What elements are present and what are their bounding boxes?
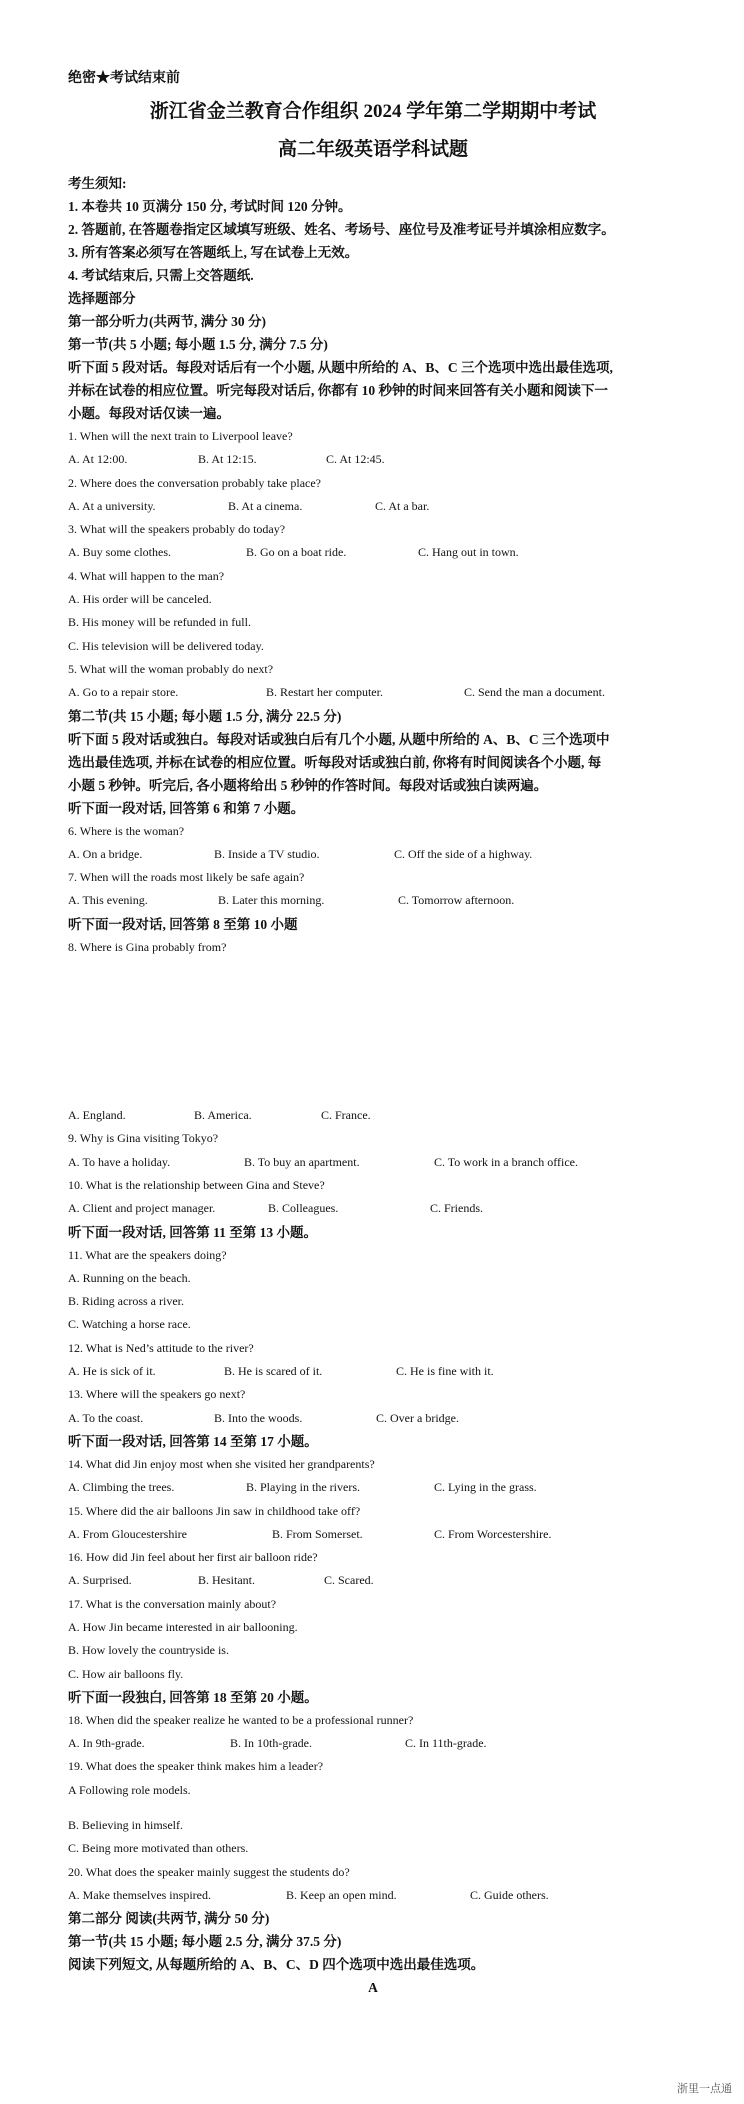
group-heading: 听下面一段对话, 回答第 14 至第 17 小题。	[68, 1433, 318, 1449]
option-b: B. He is scared of it.	[224, 1364, 323, 1379]
option-a: A. At 12:00.	[68, 452, 128, 467]
notice-item: 3. 所有答案必须写在答题纸上, 写在试卷上无效。	[68, 245, 359, 260]
instruction-line: 小题。每段对话仅读一遍。	[68, 406, 230, 421]
option-row	[68, 541, 678, 564]
subsection-heading: 第一节(共 15 小题; 每小题 2.5 分, 满分 37.5 分)	[68, 1934, 342, 1950]
option-a: A. He is sick of it.	[68, 1364, 156, 1379]
instruction-line: 小题 5 秒钟。听完后, 各小题将给出 5 秒钟的作答时间。每段对话或独白读两遍。	[68, 777, 548, 793]
option-a: A. Running on the beach.	[68, 1270, 191, 1285]
option-c: C. Hang out in town.	[418, 545, 519, 560]
notice-heading: 考生须知:	[68, 176, 127, 191]
option-row	[68, 843, 678, 866]
option-a: A. Surprised.	[68, 1573, 132, 1588]
option-b: B. How lovely the countryside is.	[68, 1643, 229, 1658]
option-b: B. Into the woods.	[214, 1410, 303, 1425]
part-heading: 第二部分 阅读(共两节, 满分 50 分)	[68, 1911, 270, 1927]
option-b: B. At 12:15.	[198, 452, 257, 467]
instruction-line: 阅读下列短文, 从每题所给的 A、B、C、D 四个选项中选出最佳选项。	[68, 1957, 485, 1973]
option-c: C. To work in a branch office.	[434, 1154, 579, 1169]
exam-title: 浙江省金兰教育合作组织 2024 学年第二学期期中考试	[149, 101, 597, 122]
option-row	[68, 1569, 678, 1592]
instruction-line: 听下面 5 段对话。每段对话后有一个小题, 从题中所给的 A、B、C 三个选项中选出最佳选项,	[68, 360, 613, 375]
option-c: C. Scared.	[324, 1573, 374, 1588]
option-c: C. Guide others.	[470, 1887, 549, 1902]
question-stem: 20. What does the speaker mainly suggest the students do?	[68, 1864, 350, 1879]
option-a: A. This evening.	[68, 893, 148, 908]
option-a: A. To the coast.	[68, 1410, 144, 1425]
watermark-text: 浙里一点通	[677, 2082, 732, 2095]
option-row	[68, 1884, 678, 1907]
option-row	[68, 1197, 678, 1220]
question-stem: 1. When will the next train to Liverpool leave?	[68, 429, 293, 443]
option-a: A. Climbing the trees.	[68, 1480, 175, 1495]
question-stem: 12. What is Ned’s attitude to the river?	[68, 1340, 254, 1355]
option-row	[68, 448, 678, 471]
option-b: B. In 10th-grade.	[230, 1736, 312, 1751]
instruction-line: 并标在试卷的相应位置。听完每段对话后, 你都有 10 秒钟的时间来回答有关小题和阅读下一	[68, 383, 608, 398]
option-c: C. Friends.	[430, 1201, 484, 1216]
option-b: B. Colleagues.	[268, 1201, 339, 1216]
option-b: B. America.	[194, 1108, 252, 1123]
question-stem: 3. What will the speakers probably do today?	[68, 522, 286, 537]
option-row	[68, 495, 678, 518]
option-a: A. Buy some clothes.	[68, 545, 171, 560]
option-b: B. Go on a boat ride.	[246, 545, 347, 560]
option-b: B. At a cinema.	[228, 498, 303, 513]
notice-item: 1. 本卷共 10 页满分 150 分, 考试时间 120 分钟。	[68, 199, 352, 214]
group-heading: 听下面一段对话, 回答第 6 和第 7 小题。	[68, 800, 305, 816]
option-row	[68, 1151, 678, 1174]
question-stem: 16. How did Jin feel about her first air balloon ride?	[68, 1550, 318, 1565]
option-row	[68, 1523, 678, 1546]
option-a: A. To have a holiday.	[68, 1154, 171, 1169]
question-stem: 14. What did Jin enjoy most when she visited her grandparents?	[68, 1456, 375, 1471]
option-a: A. At a university.	[68, 498, 156, 513]
option-row	[68, 1732, 678, 1755]
option-b: B. Restart her computer.	[266, 685, 383, 700]
option-a: A. Make themselves inspired.	[68, 1887, 211, 1902]
group-heading: 听下面一段对话, 回答第 8 至第 10 小题	[68, 916, 298, 932]
option-b: B. To buy an apartment.	[244, 1154, 360, 1169]
section-heading: 选择题部分	[68, 291, 136, 306]
option-row	[68, 889, 678, 912]
confidential-label: 绝密★考试结束前	[68, 71, 180, 86]
option-a: A. In 9th-grade.	[68, 1736, 145, 1751]
option-b: B. Riding across a river.	[68, 1294, 184, 1309]
option-c: C. His television will be delivered today.	[68, 638, 264, 653]
option-a: A. From Gloucestershire	[68, 1526, 187, 1541]
option-b: B. Playing in the rivers.	[246, 1480, 360, 1495]
option-row	[68, 681, 678, 704]
option-b: B. From Somerset.	[272, 1526, 363, 1541]
option-a: A. England.	[68, 1108, 126, 1123]
option-b: B. Hesitant.	[198, 1573, 255, 1588]
option-c: C. Over a bridge.	[376, 1410, 459, 1425]
option-c: C. From Worcestershire.	[434, 1526, 552, 1541]
question-stem: 15. Where did the air balloons Jin saw in childhood take off?	[68, 1503, 361, 1518]
question-stem: 19. What does the speaker think makes him a leader?	[68, 1759, 324, 1774]
blank-space	[68, 1802, 678, 1814]
option-a: A Following role models.	[68, 1782, 191, 1797]
part-heading: 第一部分听力(共两节, 满分 30 分)	[68, 314, 266, 329]
option-a: A. Go to a repair store.	[68, 685, 179, 700]
option-c: C. France.	[321, 1108, 371, 1123]
subsection-heading: 第二节(共 15 小题; 每小题 1.5 分, 满分 22.5 分)	[68, 708, 342, 724]
question-stem: 6. Where is the woman?	[68, 823, 185, 838]
question-stem: 4. What will happen to the man?	[68, 568, 225, 583]
question-stem: 13. Where will the speakers go next?	[68, 1387, 246, 1402]
option-c: C. Send the man a document.	[464, 685, 605, 700]
option-c: C. At 12:45.	[326, 452, 385, 467]
subsection-heading: 第一节(共 5 小题; 每小题 1.5 分, 满分 7.5 分)	[68, 337, 328, 352]
question-stem: 8. Where is Gina probably from?	[68, 939, 227, 954]
notice-item: 4. 考试结束后, 只需上交答题纸.	[68, 268, 254, 283]
question-stem: 17. What is the conversation mainly about?	[68, 1596, 277, 1611]
group-heading: 听下面一段独白, 回答第 18 至第 20 小题。	[68, 1689, 318, 1705]
option-c: C. Tomorrow afternoon.	[398, 893, 515, 908]
option-b: B. Inside a TV studio.	[214, 846, 320, 861]
passage-label: A	[368, 1980, 378, 1996]
option-b: B. Later this morning.	[218, 893, 325, 908]
option-a: A. His order will be canceled.	[68, 592, 212, 607]
question-stem: 9. Why is Gina visiting Tokyo?	[68, 1131, 219, 1146]
option-b: B. Believing in himself.	[68, 1818, 183, 1833]
exam-page	[68, 68, 678, 1999]
option-row	[68, 1360, 678, 1383]
question-stem: 7. When will the roads most likely be safe again?	[68, 870, 305, 885]
instruction-line: 选出最佳选项, 并标在试卷的相应位置。听每段对话或独白前, 你将有时间阅读各个小题, 每	[68, 754, 602, 770]
option-c: C. Off the side of a highway.	[394, 846, 533, 861]
question-stem: 2. Where does the conversation probably take place?	[68, 475, 322, 490]
option-c: C. At a bar.	[375, 498, 430, 513]
option-row	[68, 1476, 678, 1499]
option-a: A. How Jin became interested in air ballooning.	[68, 1619, 298, 1634]
instruction-line: 听下面 5 段对话或独白。每段对话或独白后有几个小题, 从题中所给的 A、B、C 三个选项中	[68, 731, 610, 747]
option-b: B. Keep an open mind.	[286, 1887, 397, 1902]
question-stem: 5. What will the woman probably do next?	[68, 661, 274, 676]
option-c: C. He is fine with it.	[396, 1364, 494, 1379]
question-stem: 10. What is the relationship between Gina and Steve?	[68, 1177, 325, 1192]
question-stem: 18. When did the speaker realize he wanted to be a professional runner?	[68, 1712, 414, 1727]
question-stem: 11. What are the speakers doing?	[68, 1247, 227, 1262]
option-row	[68, 1104, 678, 1127]
option-row	[68, 1407, 678, 1430]
option-a: A. On a bridge.	[68, 846, 143, 861]
option-c: C. Being more motivated than others.	[68, 1841, 249, 1856]
option-b: B. His money will be refunded in full.	[68, 615, 251, 630]
option-c: C. Lying in the grass.	[434, 1480, 537, 1495]
option-c: C. Watching a horse race.	[68, 1317, 191, 1332]
option-c: C. How air balloons fly.	[68, 1666, 184, 1681]
exam-subtitle: 高二年级英语学科试题	[277, 139, 468, 160]
group-heading: 听下面一段对话, 回答第 11 至第 13 小题。	[68, 1224, 318, 1240]
notice-item: 2. 答题前, 在答题卷指定区域填写班级、姓名、考场号、座位号及准考证号并填涂相应数字。	[68, 222, 615, 237]
option-a: A. Client and project manager.	[68, 1201, 216, 1216]
option-c: C. In 11th-grade.	[405, 1736, 487, 1751]
blank-space	[68, 959, 678, 1104]
